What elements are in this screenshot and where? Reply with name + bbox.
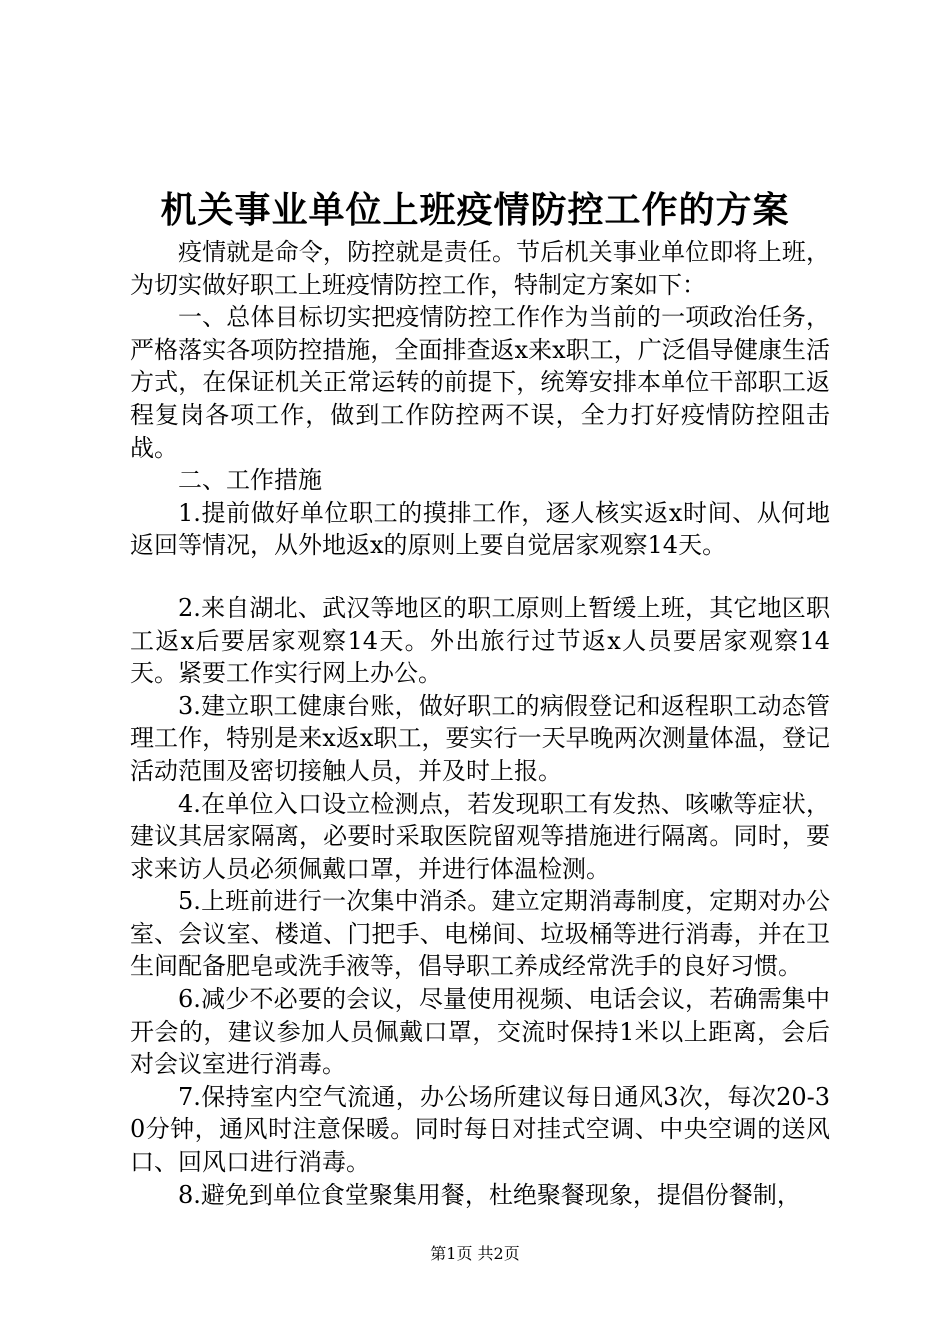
- paragraph-measures-heading: 二、工作措施: [178, 466, 322, 495]
- paragraph-measure-5: 5.上班前进行一次集中消杀。建立定期消毒制度，定期对办公室、会议室、楼道、门把手、电梯间、垃圾桶等进行消毒，并在卫生间配备肥皂或洗手液等，倡导职工养成经常洗手的良好习惯。: [130, 887, 830, 981]
- paragraph-measure-1: 1.提前做好单位职工的摸排工作，逐人核实返x时间、从何地返回等情况，从外地返x的原则上要自觉居家观察14天。: [130, 498, 830, 560]
- paragraph-measure-8: 8.避免到单位食堂聚集用餐，杜绝聚餐现象，提倡份餐制，: [178, 1180, 801, 1209]
- paragraph-measure-2: 2.来自湖北、武汉等地区的职工原则上暂缓上班，其它地区职工返x后要居家观察14天。外出旅行过节返x人员要居家观察14天。紧要工作实行网上办公。: [130, 593, 830, 688]
- paragraph-intro: 疫情就是命令，防控就是责任。节后机关事业单位即将上班，为切实做好职工上班疫情防控工作，特制定方案如下：: [130, 238, 830, 299]
- paragraph-measure-3: 3.建立职工健康台账，做好职工的病假登记和返程职工动态管理工作，特别是来x返x职工，要实行一天早晚两次测量体温，登记活动范围及密切接触人员，并及时上报。: [130, 691, 830, 785]
- paragraph-spacer: [130, 562, 830, 592]
- document-title: 机关事业单位上班疫情防控工作的方案: [160, 189, 790, 231]
- document-body: [130, 236, 830, 1211]
- paragraph-overall-goal: 一、总体目标切实把疫情防控工作作为当前的一项政治任务，严格落实各项防控措施，全面排查返x来x职工，广泛倡导健康生活方式，在保证机关正常运转的前提下，统筹安排本单位干部职工返程复岗各项工作，做到工作防控两不误，全力打好疫情防控阻击战。: [130, 303, 830, 462]
- paragraph-measure-4: 4.在单位入口设立检测点，若发现职工有发热、咳嗽等症状，建议其居家隔离，必要时采取医院留观等措施进行隔离。同时，要求来访人员必须佩戴口罩，并进行体温检测。: [130, 789, 830, 883]
- page-number-footer: 第1页 共2页: [430, 1244, 520, 1263]
- paragraph-measure-7: 7.保持室内空气流通，办公场所建议每日通风3次，每次20-30分钟，通风时注意保暖。同时每日对挂式空调、中央空调的送风口、回风口进行消毒。: [130, 1082, 830, 1177]
- paragraph-measure-6: 6.减少不必要的会议，尽量使用视频、电话会议，若确需集中开会的，建议参加人员佩戴口罩，交流时保持1米以上距离，会后对会议室进行消毒。: [130, 985, 830, 1079]
